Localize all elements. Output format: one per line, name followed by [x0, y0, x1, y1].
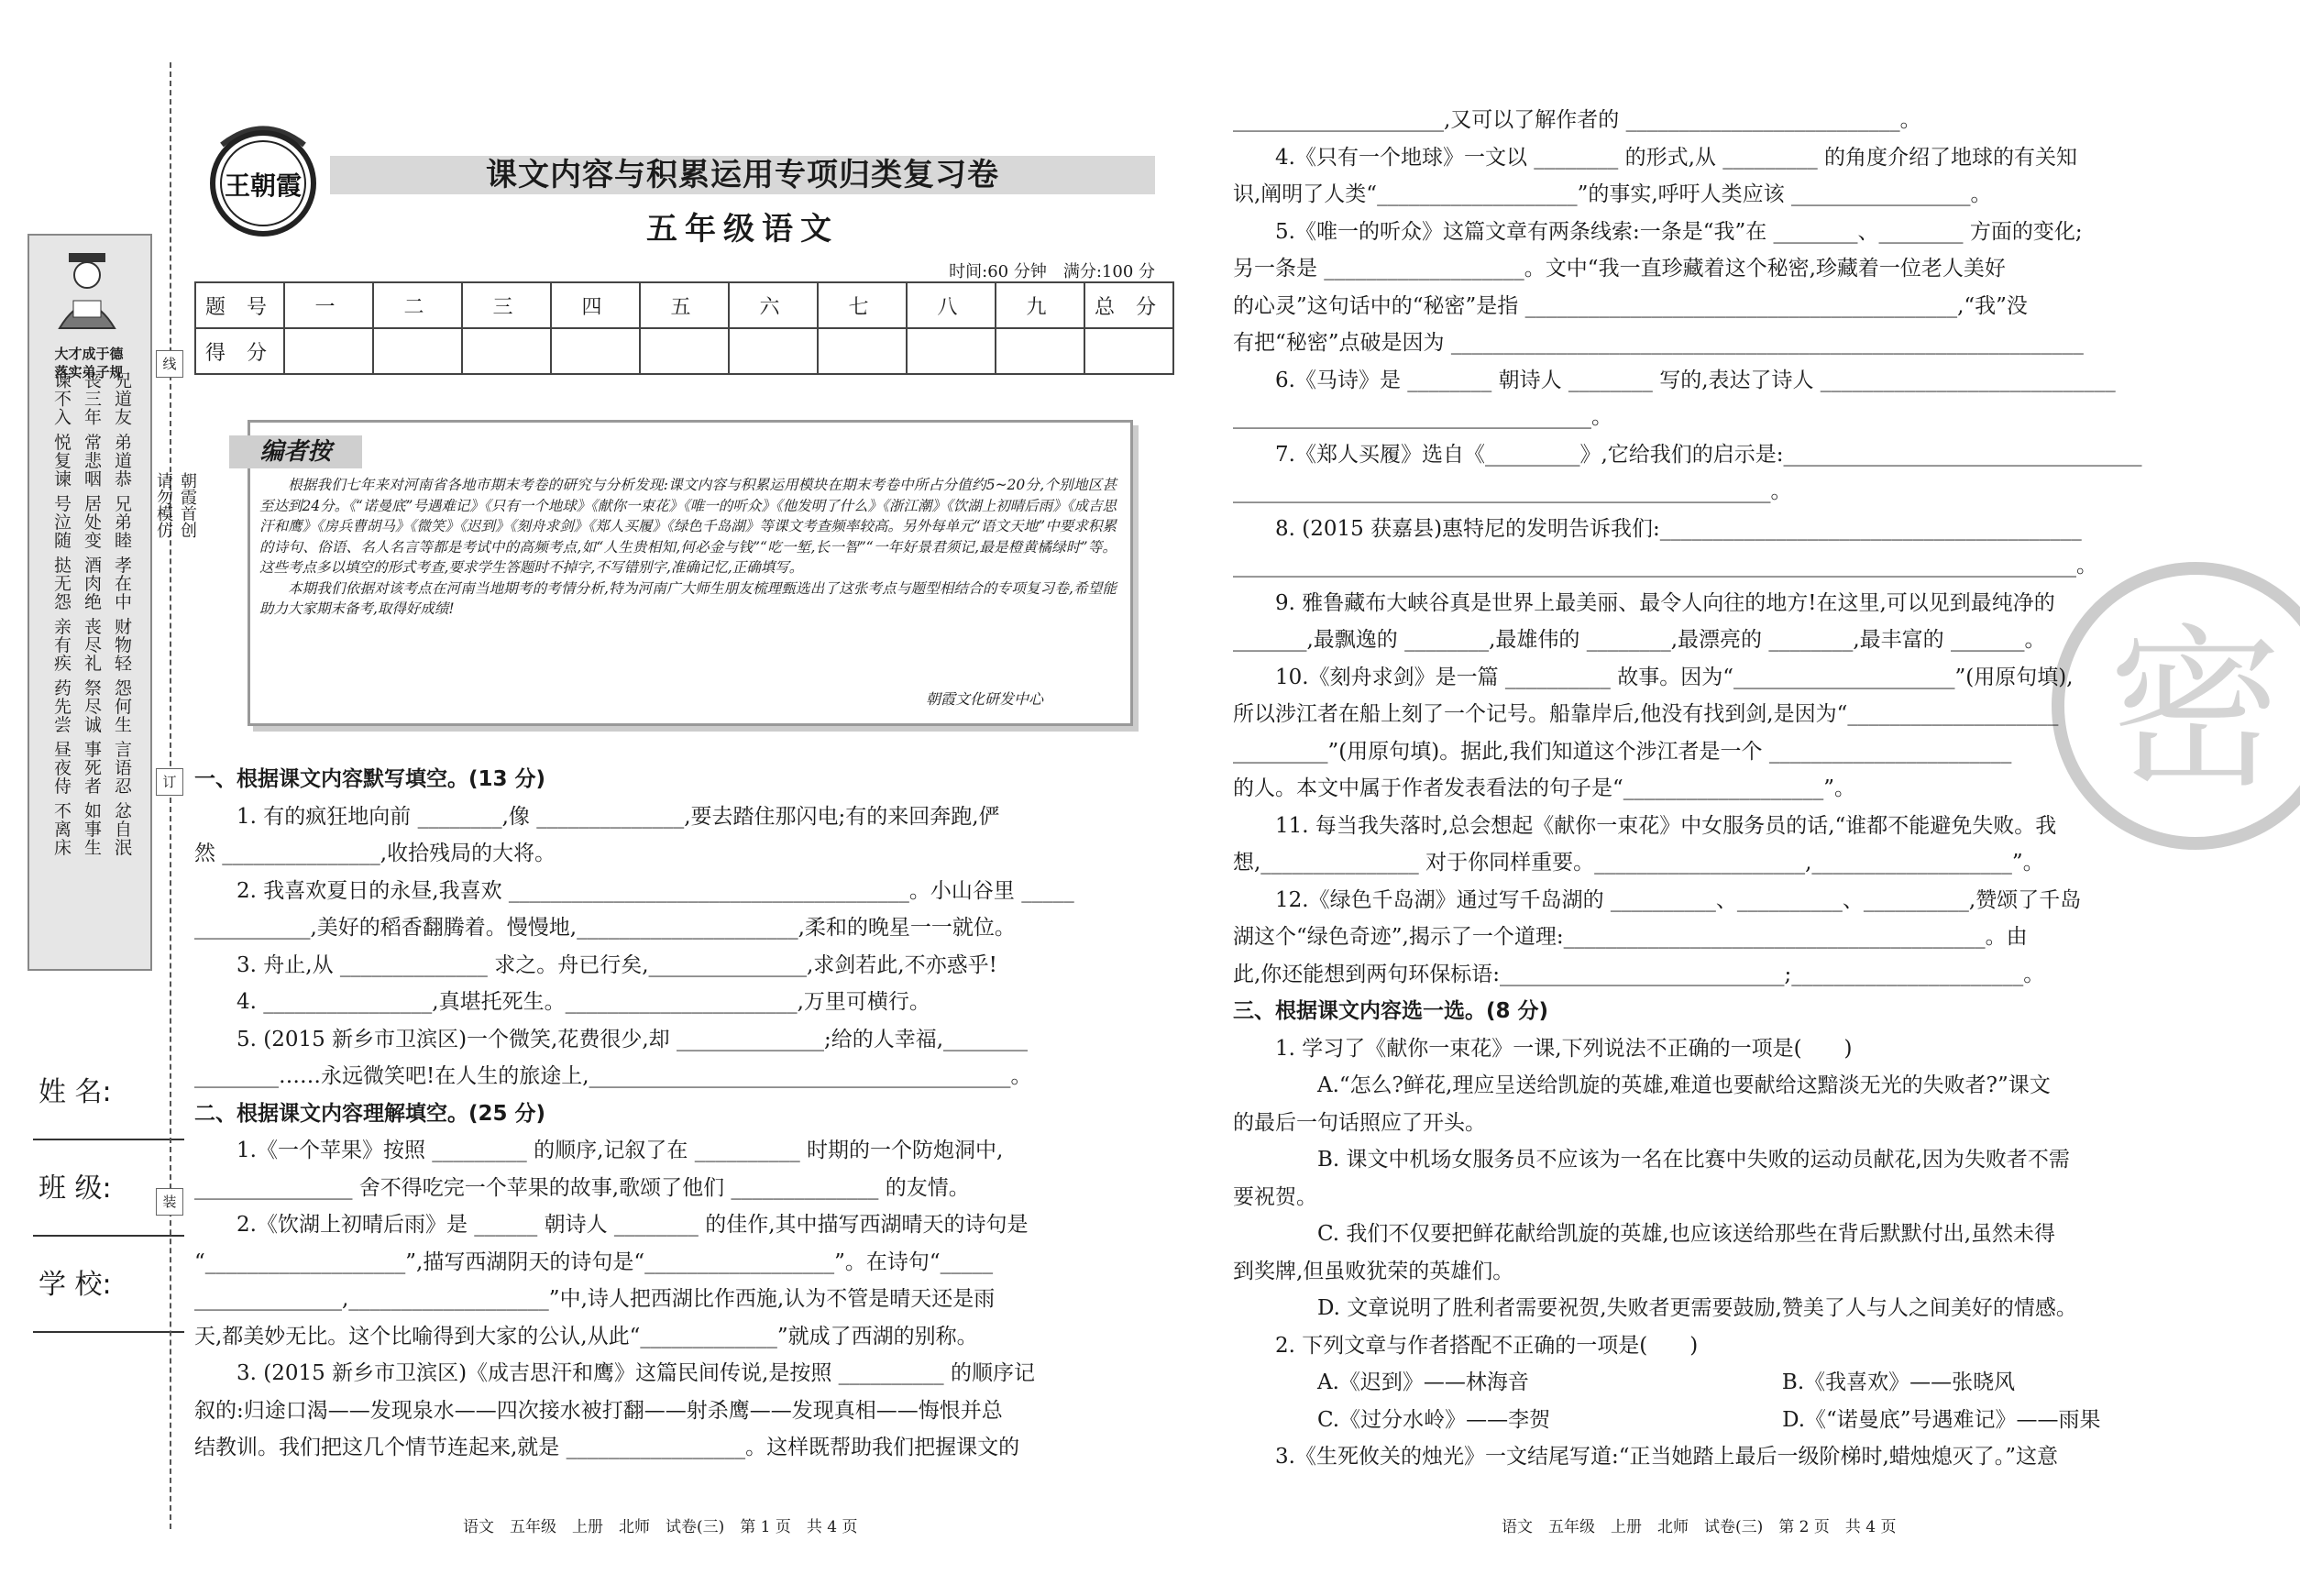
page1-footer: 语文 五年级 上册 北师 试卷(三) 第 1 页 共 4 页	[463, 1518, 858, 1536]
score-input[interactable]	[907, 328, 996, 374]
score-cell: 五	[640, 282, 729, 328]
text-line: 6.《马诗》是 ________ 朝诗人 ________ 写的,表达了诗人 ____________________________	[1275, 368, 2116, 392]
score-cell: 得 分	[195, 328, 284, 374]
text-line: 3.《生死攸关的烛光》一文结尾写道:“正当她踏上最后一级阶梯时,蜡烛熄灭了。”这意	[1275, 1445, 2059, 1469]
text-line: __________________________________。	[1233, 405, 1612, 429]
text-line: 4.《只有一个地球》一文以 ________ 的形式,从 _________ 的角度介绍了地球的有关知	[1275, 145, 2077, 170]
text-line: A.《迟到》——林海音 B.《我喜欢》——张晓风	[1317, 1370, 2016, 1394]
vertical-text: 朝霞首创	[178, 472, 197, 538]
class-field[interactable]	[33, 1235, 184, 1237]
text-line: ___________,美好的稻香翻腾着。慢慢地,_____________________,柔和的晚星一一就位。	[194, 916, 1016, 940]
page2-footer: 语文 五年级 上册 北师 试卷(三) 第 2 页 共 4 页	[1502, 1518, 1897, 1536]
poem-column: 丧三年 常悲咽 居处变 酒肉绝 丧尽礼 祭尽诚 事死者 如事生	[82, 371, 102, 857]
text-line: 4. ________________,真堪托死生。______________________,万里可横行。	[237, 990, 930, 1014]
text-line: 2. 我喜欢夏日的永昼,我喜欢 ______________________________________。小山谷里 _____	[237, 878, 1074, 903]
motto-line: 大才成于德	[54, 346, 124, 362]
score-input[interactable]	[818, 328, 907, 374]
text-line: A.“怎么?鲜花,理应呈送给凯旋的英雄,难道也要献给这黯淡无光的失败者?”课文	[1317, 1073, 2051, 1097]
text-line: 到奖牌,但虽败犹荣的英雄们。	[1233, 1259, 1514, 1283]
text-line: 一、根据课文内容默写填空。(13 分)	[194, 767, 546, 791]
score-input[interactable]	[551, 328, 640, 374]
logo-text: 王朝霞	[224, 171, 303, 201]
name-label: 姓 名:	[39, 1076, 112, 1108]
text-line: 3. 舟止,从 ______________ 求之。舟已行矣,_______________,求剑若此,不亦惑乎!	[237, 952, 997, 977]
vertical-text: 请勿模仿	[154, 472, 173, 538]
text-line: 1. 学习了《献你一束花》一课,下列说法不正确的一项是( )	[1275, 1036, 1853, 1061]
time-score-info: 时间:60 分钟 满分:100 分	[949, 262, 1155, 281]
poem-column: 谏不入 悦复谏 号泣随 挞无怨 亲有疾 药先尝 昼夜侍 不离床	[51, 371, 72, 857]
score-input[interactable]	[284, 328, 373, 374]
text-line: ____________________,又可以了解作者的 __________________________。	[1233, 108, 1921, 132]
score-cell: 六	[729, 282, 818, 328]
text-line: 想,_______________ 对于你同样重要。____________________,___________________”。	[1233, 851, 2044, 875]
name-field[interactable]	[33, 1139, 184, 1140]
page-subtitle: 五年级语文	[646, 211, 839, 248]
class-label: 班 级:	[39, 1172, 112, 1205]
text-line: 要祝贺。	[1233, 1184, 1317, 1209]
text-line: 1. 有的疯狂地向前 ________,像 ______________,要去踏住那闪电;有的来回奔跑,俨	[237, 804, 1000, 829]
score-input[interactable]	[996, 328, 1084, 374]
text-line: 5. (2015 新乡市卫滨区)一个微笑,花费很少,却 ______________;给的人幸福,________	[237, 1027, 1029, 1051]
text-line: 的人。本文中属于作者发表看法的句子是“___________________”。	[1233, 776, 1856, 800]
sidebar-poem	[50, 371, 142, 958]
text-line: 此,你还能想到两句环保标语:___________________________;______________________。	[1233, 962, 2045, 986]
text-line: ________________________________________________________________________________。	[1233, 554, 2097, 578]
text-line: ___________________________________________________。	[1233, 479, 1792, 503]
text-line: 结教训。我们把这几个情节连起来,就是 _________________。这样既帮助我们把握课文的	[194, 1436, 1020, 1459]
text-line: 然 _______________,收拾残局的大将。	[194, 842, 556, 865]
text-line: 的心灵”这句话中的“秘密”是指 _________________________________________,“我”没	[1233, 293, 2028, 318]
editor-note-paragraph: 根据我们七年来对河南省各地市期末考卷的研究与分析发现:课文内容与积累运用模块在期末考卷中所占分值约5~20分,个别地区甚至达到24分。《“诺曼底”号遇难记》《只有一个地球》《献你一束花》《唯一的听众》《他发明了什么》《浙江潮》《饮湖上初晴后雨》《成吉思汗和鹰》《房兵曹胡马》《微笑》《迟到》《刻舟求剑》《郑人买履》《绿色千岛湖》等课文考查频率较高。另外每单元“语文天地”中要求积累的诗句、俗语、名人名言等都是考试中的高频考点,如“人生贵相知,何必金与钱”“吃一堑,长一智”“一年好景君须记,最是橙黄橘绿时”等。这些考点多以填空的形式考查,要求学生答题时不掉字,不写错别字,准确记忆,正确填写。	[259, 477, 1117, 576]
watermark-glyph: 密	[2107, 609, 2283, 811]
editor-note-paragraph: 本期我们依据对该考点在河南当地期考的考情分析,特为河南广大师生朋友梳理甄选出了这张考点与题型相结合的专项复习卷,希望能助力大家期末备考,取得好成绩!	[259, 579, 1117, 617]
score-input[interactable]	[640, 328, 729, 374]
text-line: 湖这个“绿色奇迹”,揭示了一个道理:________________________________________。由	[1233, 925, 2028, 949]
text-line: 另一条是 ___________________。文中“我一直珍藏着这个秘密,珍藏着一位老人美好	[1233, 257, 2006, 281]
text-line: 的最后一句话照应了开头。	[1233, 1110, 1486, 1135]
binding-line	[170, 62, 171, 1529]
page-title: 课文内容与积累运用专项归类复习卷	[486, 157, 999, 193]
text-line: D. 文章说明了胜利者需要祝贺,失败者更需要鼓励,赞美了人与人之间美好的情感。	[1317, 1296, 2077, 1320]
text-line: 10.《刻舟求剑》是一篇 __________ 故事。因为“_____________________”(用原句填),	[1275, 665, 2074, 689]
score-cell: 二	[373, 282, 462, 328]
text-line: ______________,___________________”中,诗人把西湖比作西施,认为不管是晴天还是雨	[194, 1287, 996, 1311]
text-line: 7.《郑人买履》选自《_________》,它给我们的启示是:__________________________________	[1275, 442, 2142, 467]
score-cell: 三	[462, 282, 551, 328]
text-line: 所以涉江者在船上刻了一个记号。船靠岸后,他没有找到剑,是因为“____________________	[1233, 702, 2059, 726]
editor-note-signature: 朝霞文化研发中心	[926, 690, 1044, 708]
score-cell: 题 号	[195, 282, 284, 328]
motto-line: 落实弟子规	[54, 364, 124, 380]
text-line: 3. (2015 新乡市卫滨区)《成吉思汗和鹰》这篇民间传说,是按照 __________ 的顺序记	[237, 1361, 1035, 1385]
copyright-vertical	[151, 472, 199, 538]
text-line: _______,最飘逸的 ________,最雄伟的 ________,最漂亮的 ________,最丰富的 _______。	[1233, 628, 2046, 652]
score-cell: 一	[284, 282, 373, 328]
score-input[interactable]	[373, 328, 462, 374]
text-line: 识,阐明了人类“___________________”的事实,呼吁人类应该 _________________。	[1233, 182, 1992, 206]
text-line: 天,都美妙无比。这个比喻得到大家的公认,从此“_____________”就成了西湖的别称。	[194, 1324, 978, 1348]
text-line: “___________________”,描写西湖阴天的诗句是“__________________”。在诗句“_____	[194, 1249, 994, 1274]
text-line: _______________ 舍不得吃完一个苹果的故事,歌颂了他们 ______________ 的友情。	[194, 1175, 970, 1200]
scholar-figure-icon	[41, 246, 133, 337]
page2-questions	[1233, 102, 2195, 1476]
binding-tag: 订	[156, 768, 183, 796]
score-input[interactable]	[462, 328, 551, 374]
text-line: 9. 雅鲁藏布大峡谷真是世界上最美丽、最令人向往的地方!在这里,可以见到最纯净的	[1275, 590, 2055, 615]
score-cell: 四	[551, 282, 640, 328]
score-cell: 总 分	[1084, 282, 1173, 328]
poem-column: 兄道友 弟道恭 兄弟睦 孝在中 财物轻 怨何生 言语忍 忿自泯	[112, 371, 132, 857]
school-label: 学 校:	[39, 1269, 112, 1301]
binding-tag: 装	[156, 1188, 183, 1216]
binding-tag: 线	[156, 350, 183, 378]
text-line: 11. 每当我失落时,总会想起《献你一束花》中女服务员的话,“谁都不能避免失败。我	[1275, 813, 2057, 838]
text-line: 5.《唯一的听众》这篇文章有两条线索:一条是“我”在 ________、________ 方面的变化;	[1275, 219, 2083, 244]
editor-note-body	[259, 475, 1117, 620]
score-header-row	[195, 282, 1173, 328]
score-cell: 八	[907, 282, 996, 328]
text-line: _________”(用原句填)。据此,我们知道这个涉江者是一个 _______________________	[1233, 739, 2012, 764]
editor-note-title: 编者按	[229, 435, 362, 468]
score-input[interactable]	[1084, 328, 1173, 374]
score-table	[194, 281, 1174, 375]
text-line: 2.《饮湖上初晴后雨》是 ______ 朝诗人 ________ 的佳作,其中描写西湖晴天的诗句是	[237, 1213, 1029, 1237]
text-line: 12.《绿色千岛湖》通过写千岛湖的 __________、__________、__________,赞颂了千岛	[1275, 887, 2082, 912]
text-line: 8. (2015 获嘉县)惠特尼的发明告诉我们:________________________________________	[1275, 516, 2082, 541]
score-cell: 七	[818, 282, 907, 328]
text-line: 二、根据课文内容理解填空。(25 分)	[194, 1101, 546, 1126]
text-line: B. 课文中机场女服务员不应该为一名在比赛中失败的运动员献花,因为失败者不需	[1317, 1148, 2070, 1172]
text-line: C. 我们不仅要把鲜花献给凯旋的英雄,也应该送给那些在背后默默付出,虽然未得	[1317, 1222, 2056, 1246]
text-line: ________……永远微笑吧!在人生的旅途上,________________________________________。	[194, 1064, 1032, 1088]
text-line: 三、根据课文内容选一选。(8 分)	[1233, 999, 1549, 1023]
score-value-row	[195, 328, 1173, 374]
student-info	[28, 1063, 165, 1352]
score-input[interactable]	[729, 328, 818, 374]
wangzhaoxia-logo	[194, 108, 332, 246]
text-line: C.《过分水岭》——李贺 D.《“诺曼底”号遇难记》——雨果	[1317, 1407, 2101, 1432]
page1-questions	[194, 761, 1157, 1467]
text-line: 1.《一个苹果》按照 _________ 的顺序,记叙了在 __________ 时期的一个防炮洞中,	[237, 1139, 1004, 1162]
text-line: 有把“秘密”点破是因为 ____________________________________________________________	[1233, 331, 2084, 355]
score-cell: 九	[996, 282, 1084, 328]
text-line: 叙的:归途口渴——发现泉水——四次接水被打翻——射杀鹰——发现真相——悔恨并总	[194, 1398, 1003, 1423]
school-field[interactable]	[33, 1331, 184, 1333]
text-line: 2. 下列文章与作者搭配不正确的一项是( )	[1275, 1333, 1699, 1358]
